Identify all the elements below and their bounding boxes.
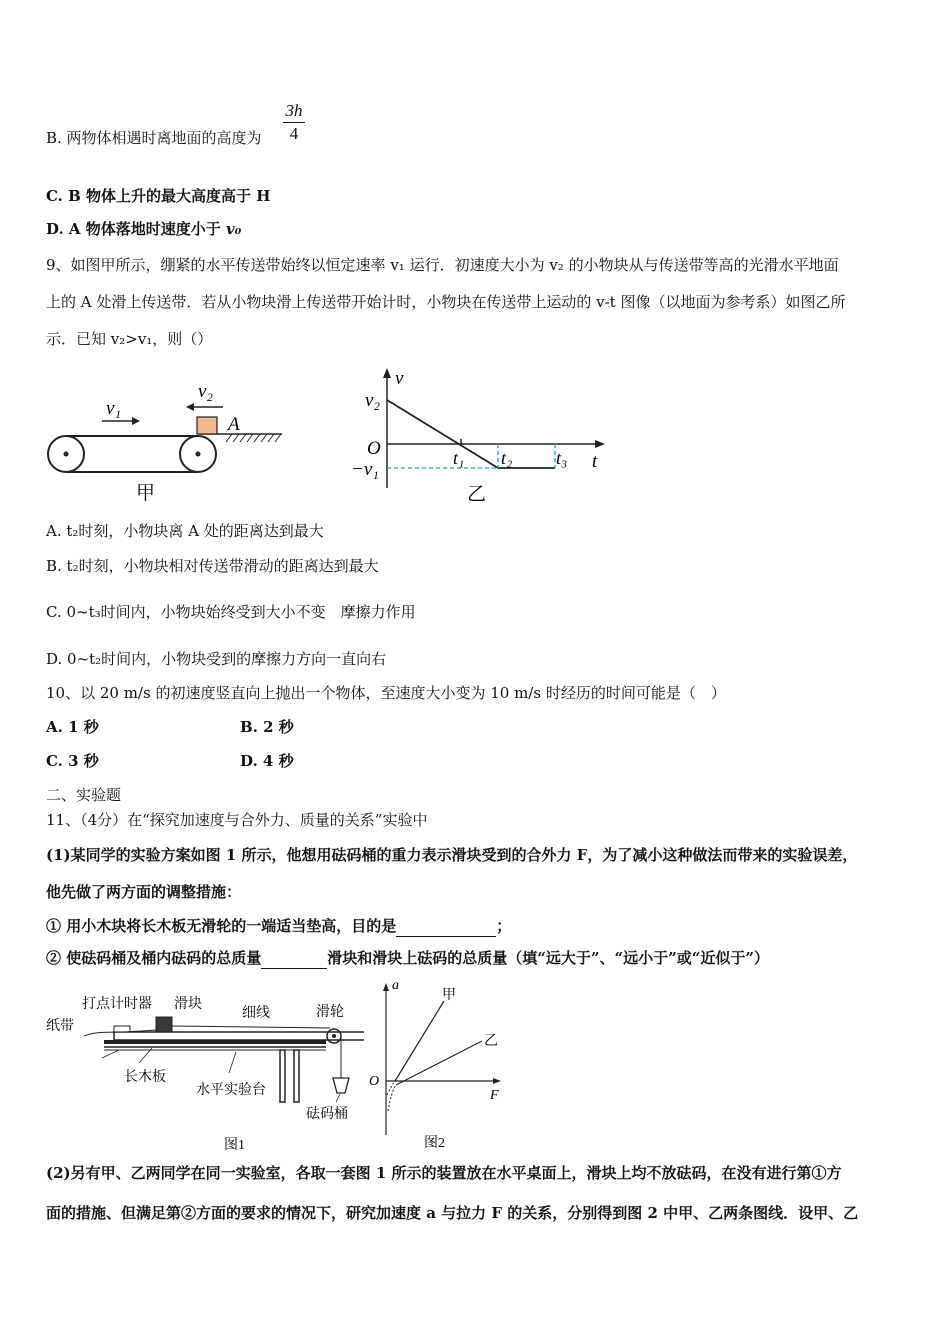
fraction-3h-over-4: $\frac{3h}{4}$ bbox=[283, 100, 305, 145]
slider-block bbox=[156, 1017, 172, 1032]
q11-measure2: ② 使砝码桶及桶内砝码的总质量 滑块和滑块上砝码的总质量（填“远大于”、“远小于”或“近似于”） bbox=[46, 949, 770, 967]
q11-part1-line2: 他先做了两方面的调整措施： bbox=[46, 883, 242, 901]
f-axis-arrow-icon bbox=[493, 1078, 501, 1084]
label-v-axis: v bbox=[395, 368, 404, 389]
q10-option-b: B. 2 秒 bbox=[240, 718, 294, 736]
label-t1: t₁ bbox=[453, 448, 465, 468]
label-t-axis: t bbox=[592, 451, 598, 472]
v-axis-arrow-icon bbox=[383, 368, 391, 378]
extrapolation-jia bbox=[387, 1081, 395, 1095]
caption-fig2: 图2 bbox=[424, 1136, 445, 1151]
q9-stem-line3: 示．已知 v₂>v₁，则（） bbox=[46, 330, 213, 348]
caption-yi: 乙 bbox=[467, 484, 487, 505]
label-string: 细线 bbox=[242, 1006, 270, 1021]
option-8d: D. A 物体落地时速度小于 v₀ bbox=[46, 220, 242, 238]
option-8b: B. 两物体相遇时离地面的高度为 bbox=[46, 129, 262, 147]
label-f-axis: F bbox=[490, 1088, 499, 1103]
figure-jia-conveyor bbox=[40, 372, 290, 507]
q9-stem-line1: 9、如图甲所示，绷紧的水平传送带始终以恒定速率 v₁ 运行．初速度大小为 v₂ 的小物块从与传送带等高的光滑水平地面 bbox=[46, 256, 839, 274]
q10-option-a: A. 1 秒 bbox=[46, 718, 99, 736]
label-t3: t₃ bbox=[556, 448, 568, 468]
option-8c: C. B 物体上升的最大高度高于 H bbox=[46, 187, 271, 205]
label-origin: O bbox=[367, 438, 381, 459]
q10-option-d: D. 4 秒 bbox=[240, 752, 294, 770]
q11-measure1: ① 用小木块将长木板无滑轮的一端适当垫高，目的是 ； bbox=[46, 917, 512, 935]
extrapolation-yi bbox=[388, 1085, 396, 1111]
block-a bbox=[197, 417, 217, 434]
arrow-right-icon bbox=[132, 417, 140, 425]
q9-option-a: A. t₂时刻，小物块离 A 处的距离达到最大 bbox=[46, 522, 324, 540]
answer-blank-2[interactable] bbox=[261, 948, 327, 969]
table-leg-1 bbox=[280, 1050, 285, 1102]
label-tape: 纸带 bbox=[46, 1019, 74, 1034]
label-a-axis: a bbox=[392, 978, 399, 993]
label-origin-2: O bbox=[369, 1074, 380, 1089]
a-axis-arrow-icon bbox=[383, 983, 389, 991]
q11-part2-line2: 面的措施、但满足第②方面的要求的情况下，研究加速度 a 与拉力 F 的关系，分别得到图 2 中甲、乙两条图线．设甲、乙 bbox=[46, 1204, 859, 1222]
label-pulley: 滑轮 bbox=[316, 1005, 344, 1020]
label-timer: 打点计时器 bbox=[82, 997, 152, 1012]
line-yi bbox=[396, 1041, 482, 1085]
label-a: A bbox=[228, 414, 240, 435]
label-slider: 滑块 bbox=[174, 997, 202, 1012]
arrow-left-icon bbox=[186, 403, 194, 411]
q11-part1-line1: (1)某同学的实验方案如图 1 所示，他想用砝码桶的重力表示滑块受到的合外力 F，为了减小这种做法而带来的实验误差， bbox=[46, 846, 858, 864]
label-yi: 乙 bbox=[484, 1034, 498, 1049]
figure-yi-vt-graph bbox=[345, 362, 615, 507]
label-table: 水平实验台 bbox=[196, 1083, 266, 1098]
weight-bucket bbox=[333, 1078, 349, 1093]
figure-2-af-graph bbox=[364, 975, 514, 1155]
section-heading: 二、实验题 bbox=[46, 786, 122, 804]
q9-option-b: B. t₂时刻，小物块相对传送带滑动的距离达到最大 bbox=[46, 557, 379, 575]
label-v2: v₂ bbox=[198, 381, 214, 402]
label-t2: t₂ bbox=[501, 448, 513, 468]
q10-option-c: C. 3 秒 bbox=[46, 752, 99, 770]
string bbox=[172, 1026, 330, 1028]
q11-stem: 11、（4分）在“探究加速度与合外力、质量的关系”实验中 bbox=[46, 811, 428, 829]
label-board: 长木板 bbox=[124, 1070, 166, 1085]
label-bucket: 砝码桶 bbox=[306, 1107, 348, 1122]
q11-part2-line1: (2)另有甲、乙两同学在同一实验室，各取一套图 1 所示的装置放在水平桌面上，滑块上均不放砝码，在没有进行第①方 bbox=[46, 1164, 842, 1182]
label-neg-v1: −v₁ bbox=[351, 459, 379, 480]
vt-line-decel bbox=[387, 400, 498, 468]
q10-stem: 10、以 20 m/s 的初速度竖直向上抛出一个物体，至速度大小变为 10 m/s 时经历的时间可能是（ ） bbox=[46, 684, 726, 702]
figure-1-apparatus bbox=[44, 990, 364, 1160]
answer-blank-1[interactable] bbox=[396, 916, 496, 937]
caption-fig1: 图1 bbox=[224, 1138, 245, 1153]
label-v1: v₁ bbox=[106, 398, 122, 419]
table-leg-2 bbox=[294, 1050, 299, 1102]
t-axis-arrow-icon bbox=[595, 440, 605, 448]
q9-stem-line2: 上的 A 处滑上传送带．若从小物块滑上传送带开始计时，小物块在传送带上运动的 v-t 图像（以地面为参考系）如图乙所 bbox=[46, 293, 846, 311]
q9-option-d: D. 0~t₂时间内，小物块受到的摩擦力方向一直向右 bbox=[46, 650, 387, 668]
timer bbox=[114, 1026, 130, 1032]
label-jia: 甲 bbox=[442, 988, 456, 1003]
line-jia bbox=[395, 1001, 444, 1081]
caption-jia: 甲 bbox=[136, 483, 156, 504]
q9-option-c: C. 0~t₃时间内，小物块始终受到大小不变 摩擦力作用 bbox=[46, 603, 416, 621]
label-v2-tick: v₂ bbox=[365, 390, 381, 411]
